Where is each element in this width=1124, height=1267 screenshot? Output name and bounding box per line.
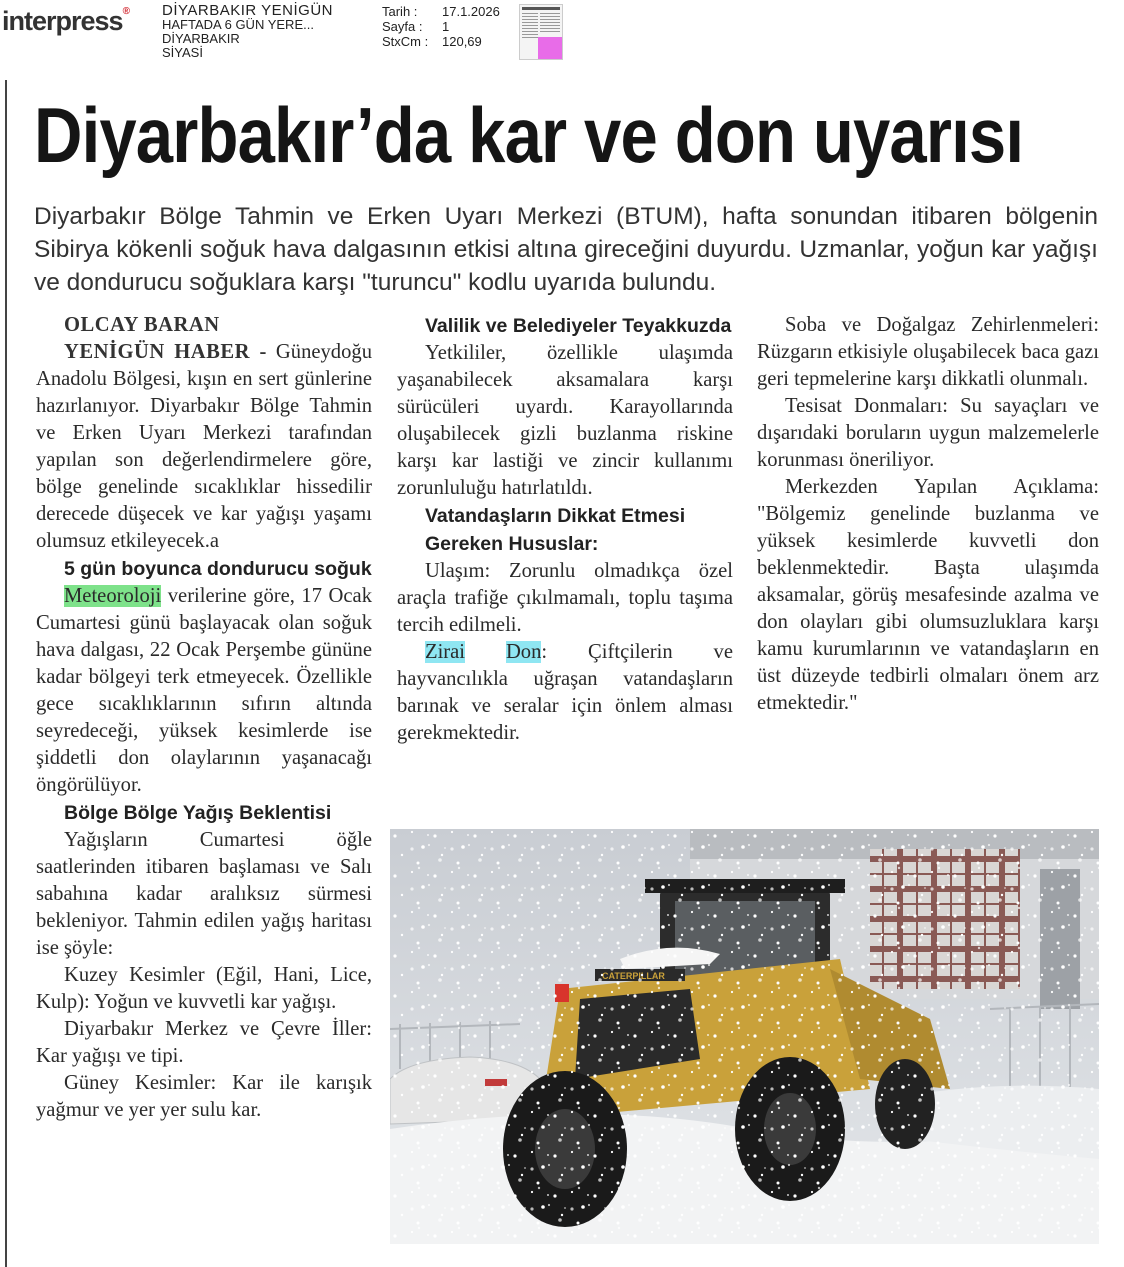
intro-paragraph bbox=[36, 339, 372, 555]
byline bbox=[36, 312, 372, 339]
publication-name: DİYARBAKIR YENİGÜN bbox=[162, 2, 333, 19]
date-value: 17.1.2026 bbox=[442, 4, 500, 19]
subheading-regional-forecast: Bölge Bölge Yağış Beklentisi bbox=[64, 802, 332, 824]
page-thumbnail[interactable] bbox=[519, 4, 563, 60]
stxcm-label: StxCm : bbox=[382, 34, 429, 49]
snowplow-illustration bbox=[390, 829, 1099, 1244]
publication-frequency: HAFTADA 6 GÜN YERE... bbox=[162, 17, 314, 32]
page-label: Sayfa : bbox=[382, 19, 423, 34]
article-column-3 bbox=[757, 312, 1099, 717]
paragraph-pipes: Tesisat Donmaları: Su sayaçları ve dışarıdaki boruların uygun malzemelerle korunması öneriliyor. bbox=[757, 395, 1099, 471]
paragraph-center: Diyarbakır Merkez ve Çevre İller: Kar yağışı ve tipi. bbox=[36, 1018, 372, 1067]
paragraph-south: Güney Kesimler: Kar ile karışık yağmur ve yer yer sulu kar. bbox=[36, 1072, 372, 1121]
page-value: 1 bbox=[442, 19, 450, 34]
publication-city: DİYARBAKIR bbox=[162, 31, 240, 46]
article-photo-snowplow bbox=[390, 829, 1099, 1244]
paragraph-forecast-intro: Yağışların Cumartesi öğle saatlerinden itibaren başlaması ve Salı sabahına kadar aralıksız sürmesi bekleniyor. Tahmin edilen yağış haritası ise şöyle: bbox=[36, 829, 372, 959]
thumbnail-text-block bbox=[522, 13, 538, 39]
paragraph-statement: Merkezden Yapılan Açıklama: "Bölgemiz genelinde buzlanma ve yüksek kesimlerde kuvvetli don beklenmektedir. Başta ulaşımda aksamalar, görüş mesafesinde azalma ve don olayları gibi olumsuzluklara karşı kamu kurumlarının ve vatandaşların en üst düzeyde tedbirli olmaları önem arz etmektedir." bbox=[757, 476, 1099, 714]
left-margin-rule bbox=[5, 80, 7, 1267]
stxcm-value: 120,69 bbox=[442, 34, 482, 49]
thumbnail-highlight-block bbox=[538, 37, 562, 59]
highlight-don: Don bbox=[505, 641, 542, 663]
paragraph-meteorology bbox=[36, 583, 372, 799]
meteorology-text: verilerine göre, 17 Ocak Cumartesi günü başlayacak olan soğuk hava dalgası, 22 Ocak Perşembe gününe kadar bölgeyi terk etmeyecek. Özellikle gece sıcaklıklarının sıfırın altında seyredeceği, yüksek kesimlerde ise şiddetli don olaylarının yaşanacağı öngörülüyor. bbox=[36, 585, 372, 796]
logo-registered-mark: ® bbox=[122, 6, 129, 17]
article-column-2 bbox=[397, 312, 733, 747]
subheading-5-days: 5 gün boyunca dondurucu soğuk bbox=[64, 558, 372, 580]
frost-text: : Çiftçilerin ve hayvancılıkla uğraşan vatandaşların barınak ve seralar için önlem alması gerekmektedir. bbox=[397, 641, 733, 744]
paragraph-transport: Ulaşım: Zorunlu olmadıkça özel araçla trafiğe çıkılmamalı, toplu taşıma tercih edilmeli. bbox=[397, 560, 733, 636]
thumbnail-text-block bbox=[540, 13, 560, 33]
clipping-header bbox=[0, 0, 1124, 70]
thumbnail-headline-bar bbox=[522, 7, 560, 10]
article-column-1 bbox=[36, 312, 372, 1124]
intro-text: Güneydoğu Anadolu Bölgesi, kışın en sert günlerine hazırlanıyor. Diyarbakır Bölge Tahmin ve Erken Uyarı Merkezi tarafından yapılan son değerlendirmelere göre, bölge genelinde sıcaklıklar hissedilir derecede düşecek ve kar yağışı yaşamı olumsuz etkileyecek.a bbox=[36, 341, 372, 552]
clipping-meta bbox=[382, 4, 500, 49]
interpress-logo bbox=[2, 6, 129, 37]
byline-author: OLCAY BARAN bbox=[64, 314, 220, 336]
date-label: Tarih : bbox=[382, 4, 418, 19]
highlight-zirai: Zirai bbox=[425, 641, 466, 663]
publication-category: SİYASİ bbox=[162, 45, 203, 60]
logo-text: interpress bbox=[2, 6, 123, 36]
article-lead: Diyarbakır Bölge Tahmin ve Erken Uyarı Merkezi (BTUM), hafta sonundan itibaren bölgenin Sibirya kökenli soğuk hava dalgasının etkisi altına gireceğini duyurdu. Uzmanlar, yoğun kar yağışı ve dondurucu soğuklara karşı "turuncu" kodlu uyarıda bulundu. bbox=[34, 203, 1098, 296]
byline-agency: YENİGÜN HABER - bbox=[64, 341, 267, 363]
paragraph-north: Kuzey Kesimler (Eğil, Hani, Lice, Kulp): Yoğun ve kuvvetli kar yağışı. bbox=[36, 964, 372, 1013]
paragraph-authorities: Yetkililer, özellikle ulaşımda yaşanabilecek aksamalara karşı sürücüleri uyardı. Karayollarında oluşabilecek gizli buzlanma riskine karşı kar lastiği ve zincir kullanımı zorunluluğu hatırlatıldı. bbox=[397, 342, 733, 499]
paragraph-frost bbox=[397, 639, 733, 747]
subheading-authorities: Valilik ve Belediyeler Teyakkuzda bbox=[425, 315, 732, 337]
highlight-meteoroloji: Meteoroloji bbox=[64, 585, 162, 607]
paragraph-stove-gas: Soba ve Doğalgaz Zehirlenmeleri: Rüzgarın etkisiyle oluşabilecek baca gazı geri tepmelerine karşı dikkatli olunmalı. bbox=[757, 314, 1099, 390]
subheading-citizen-tips: Vatandaşların Dikkat Etmesi Gereken Hususlar: bbox=[425, 505, 686, 555]
publication-info bbox=[162, 4, 333, 60]
article-headline: Diyarbakır’da kar ve don uyarısı bbox=[34, 91, 1024, 179]
